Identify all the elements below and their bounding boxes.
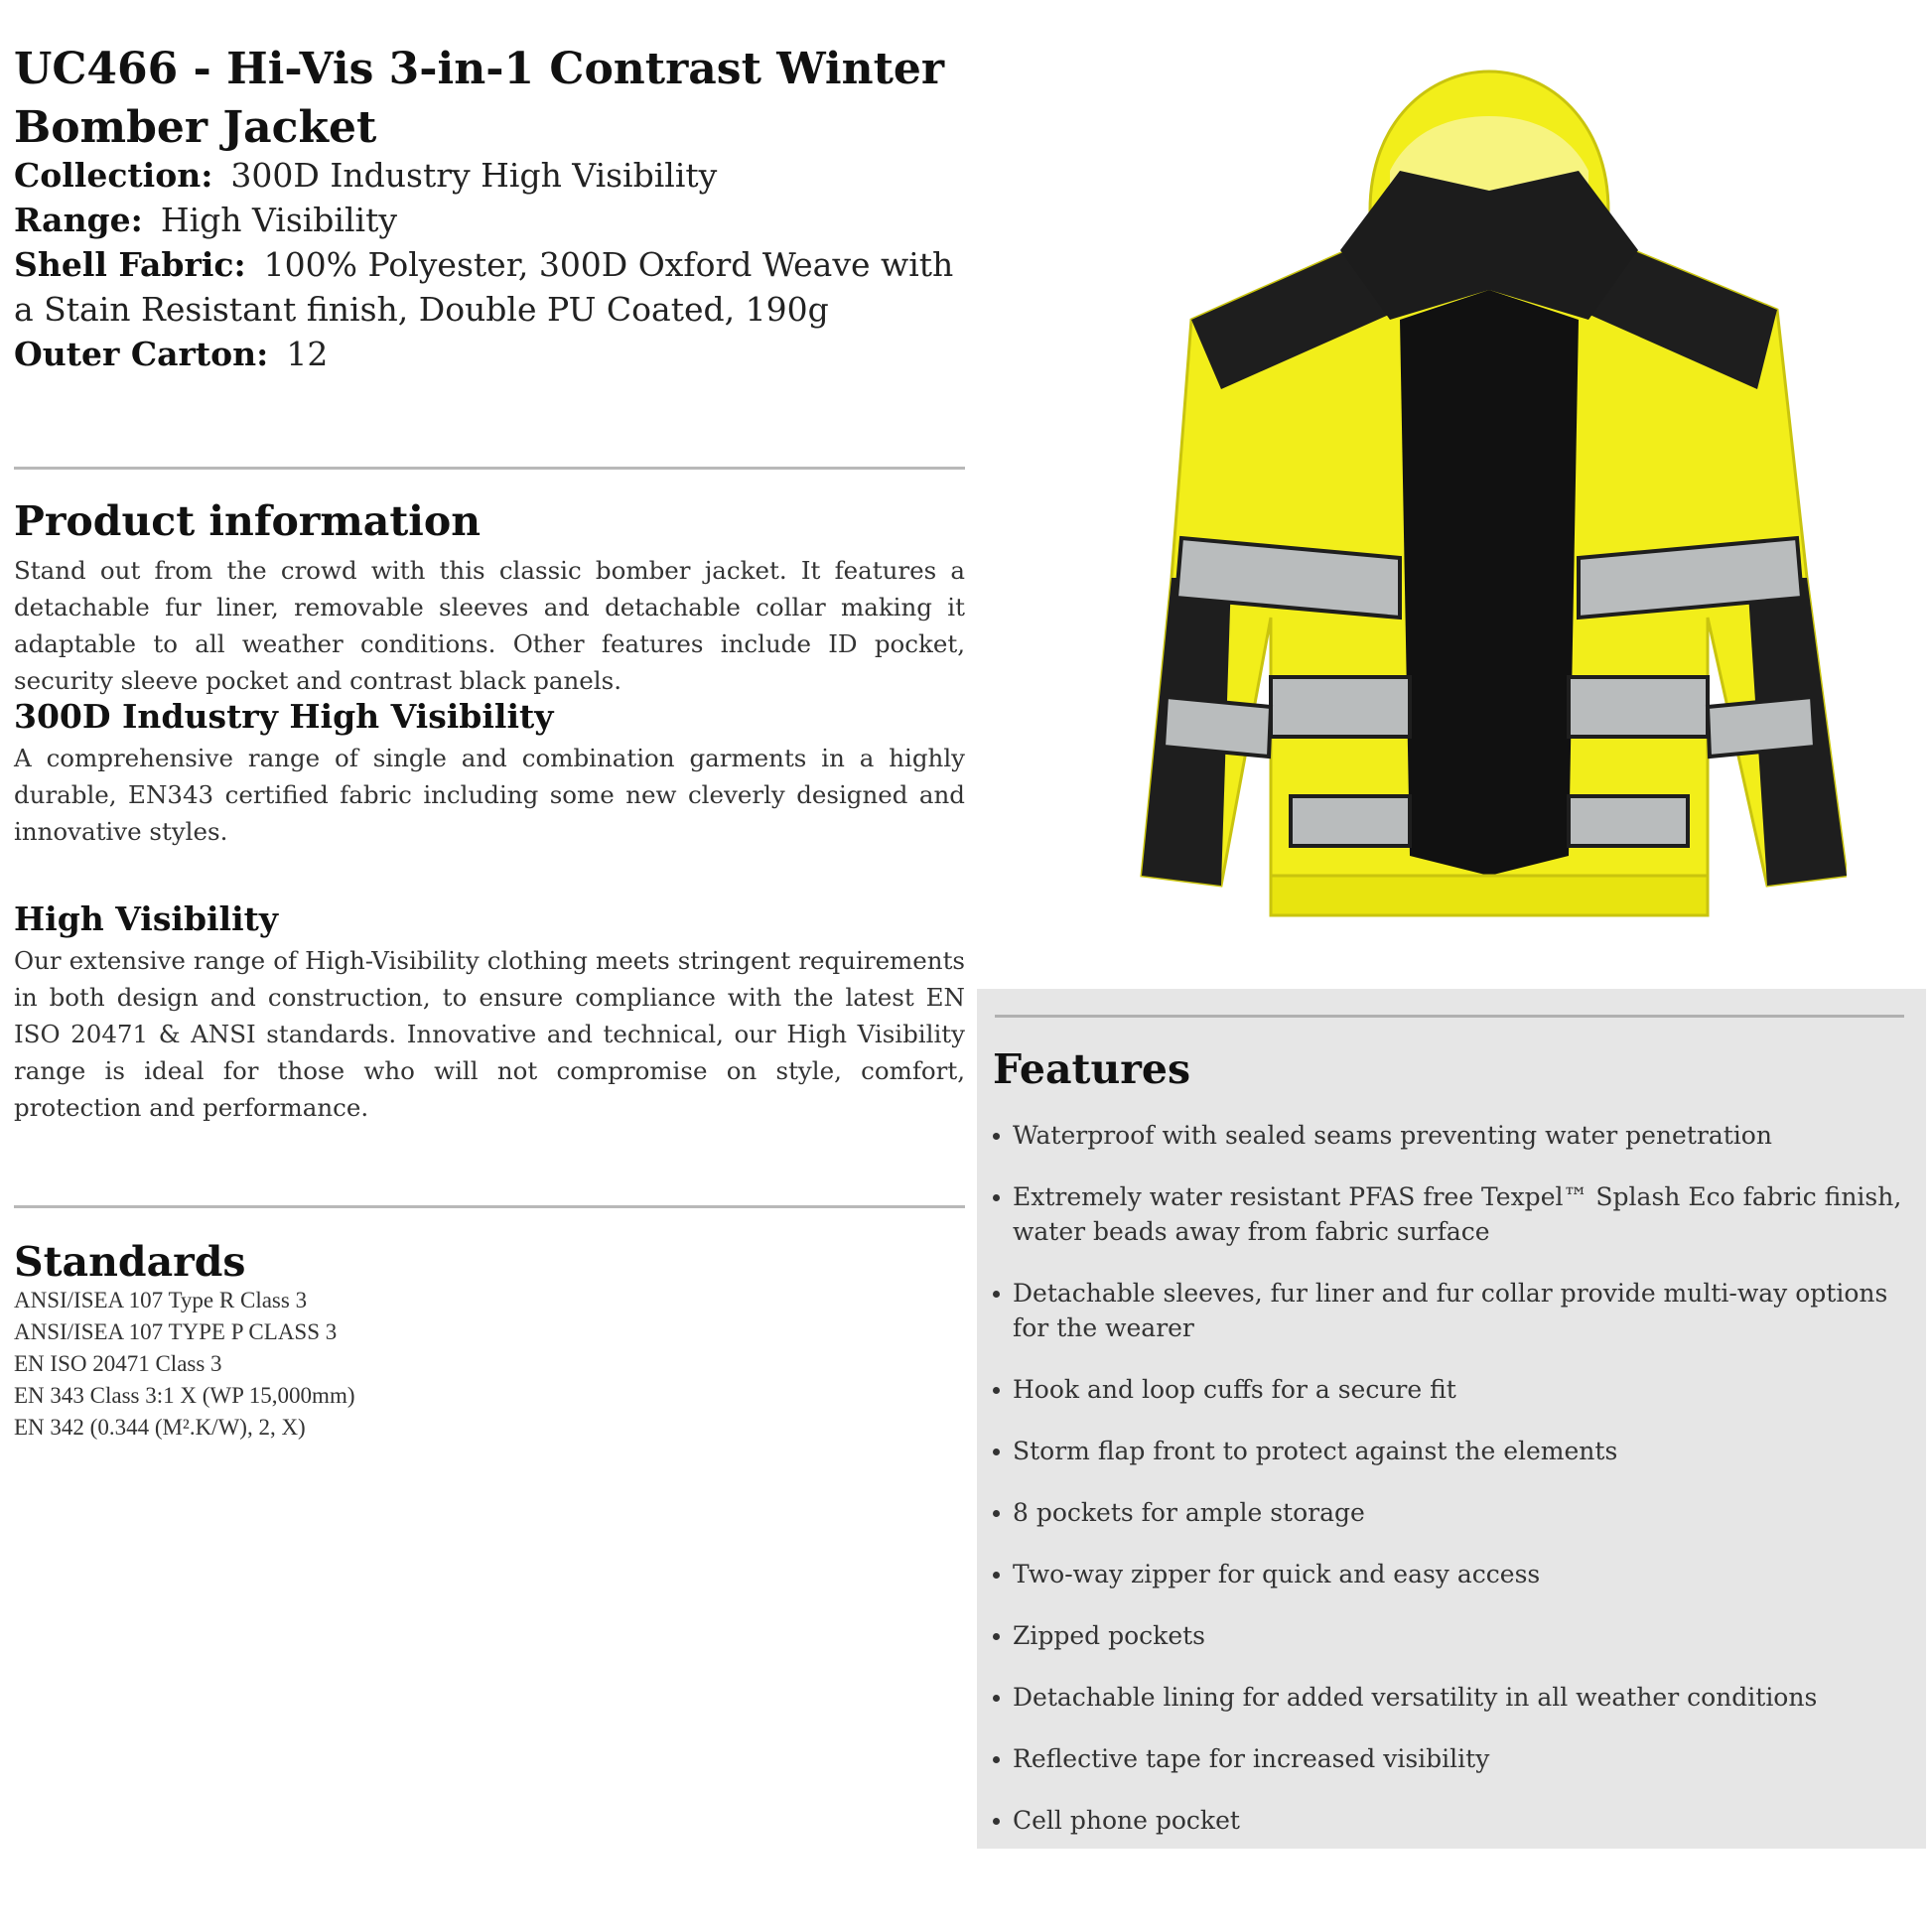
feature-item: Detachable lining for added versatility in all weather conditions — [993, 1680, 1906, 1715]
feature-item: Detachable sleeves, fur liner and fur collar provide multi-way options for the wearer — [993, 1276, 1906, 1345]
spec-range — [14, 198, 965, 242]
spec-value: 300D Industry High Visibility — [230, 156, 718, 195]
features-divider — [995, 1015, 1904, 1018]
section-divider — [14, 467, 965, 470]
standard-item: EN 342 (0.344 (M².K/W), 2, X) — [14, 1415, 306, 1440]
product-title: UC466 - Hi-Vis 3-in-1 Contrast Winter Bomber Jacket — [14, 44, 945, 153]
spec-shell-fabric — [14, 242, 965, 332]
feature-item: Two-way zipper for quick and easy access — [993, 1557, 1906, 1591]
range-text: Our extensive range of High-Visibility clothing meets stringent requirements in both design and construction, to ensure compliance with the latest EN ISO 20471 & ANSI standards. Innovative and technical, our High Visibility range is ideal for those who will not compromise on style, comfort, protection and performance. — [14, 946, 965, 1122]
standard-item: EN ISO 20471 Class 3 — [14, 1351, 222, 1376]
feature-item: Waterproof with sealed seams preventing water penetration — [993, 1118, 1906, 1153]
spec-value: 12 — [286, 335, 329, 373]
standard-item: ANSI/ISEA 107 Type R Class 3 — [14, 1288, 308, 1312]
features-list — [993, 1118, 1906, 1864]
spec-label: Range: — [14, 201, 143, 239]
standards-list — [14, 1285, 355, 1444]
features-heading: Features — [993, 1045, 1191, 1093]
standard-item: ANSI/ISEA 107 TYPE P CLASS 3 — [14, 1319, 338, 1344]
jacket-illustration — [1142, 71, 1847, 915]
spec-label: Shell Fabric: — [14, 245, 246, 284]
spec-label: Collection: — [14, 156, 213, 195]
feature-item: 8 pockets for ample storage — [993, 1495, 1906, 1530]
product-image — [1072, 62, 1847, 955]
feature-item: Cell phone pocket — [993, 1803, 1906, 1838]
feature-item: Extremely water resistant PFAS free Texpel™ Splash Eco fabric finish, water beads away from fabric surface — [993, 1179, 1906, 1249]
standard-item: EN 343 Class 3:1 X (WP 15,000mm) — [14, 1383, 355, 1408]
range-heading: High Visibility — [14, 899, 279, 938]
collection-text: A comprehensive range of single and combination garments in a highly durable, EN343 certified fabric including some new cleverly designed and innovative styles. — [14, 744, 965, 846]
feature-item: Zipped pockets — [993, 1618, 1906, 1653]
feature-item: Reflective tape for increased visibility — [993, 1741, 1906, 1776]
spec-value: 100% Polyester, 300D Oxford Weave with a Stain Resistant finish, Double PU Coated, 190g — [14, 245, 954, 329]
spec-value: High Visibility — [160, 201, 397, 239]
product-header — [14, 40, 965, 376]
section-divider — [14, 1205, 965, 1208]
standards-heading: Standards — [14, 1238, 246, 1286]
features-panel — [977, 989, 1926, 1849]
spec-collection — [14, 153, 965, 198]
spec-list — [14, 153, 965, 376]
spec-outer-carton — [14, 332, 965, 376]
product-info-heading: Product information — [14, 497, 482, 545]
feature-item: Hook and loop cuffs for a secure fit — [993, 1372, 1906, 1407]
product-info-text: Stand out from the crowd with this classic bomber jacket. It features a detachable fur liner, removable sleeves and detachable collar making it adaptable to all weather conditions. Other features include ID pocket, security sleeve pocket and contrast black panels. — [14, 556, 965, 695]
collection-heading: 300D Industry High Visibility — [14, 697, 554, 736]
feature-item: Storm flap front to protect against the elements — [993, 1434, 1906, 1468]
spec-label: Outer Carton: — [14, 335, 269, 373]
